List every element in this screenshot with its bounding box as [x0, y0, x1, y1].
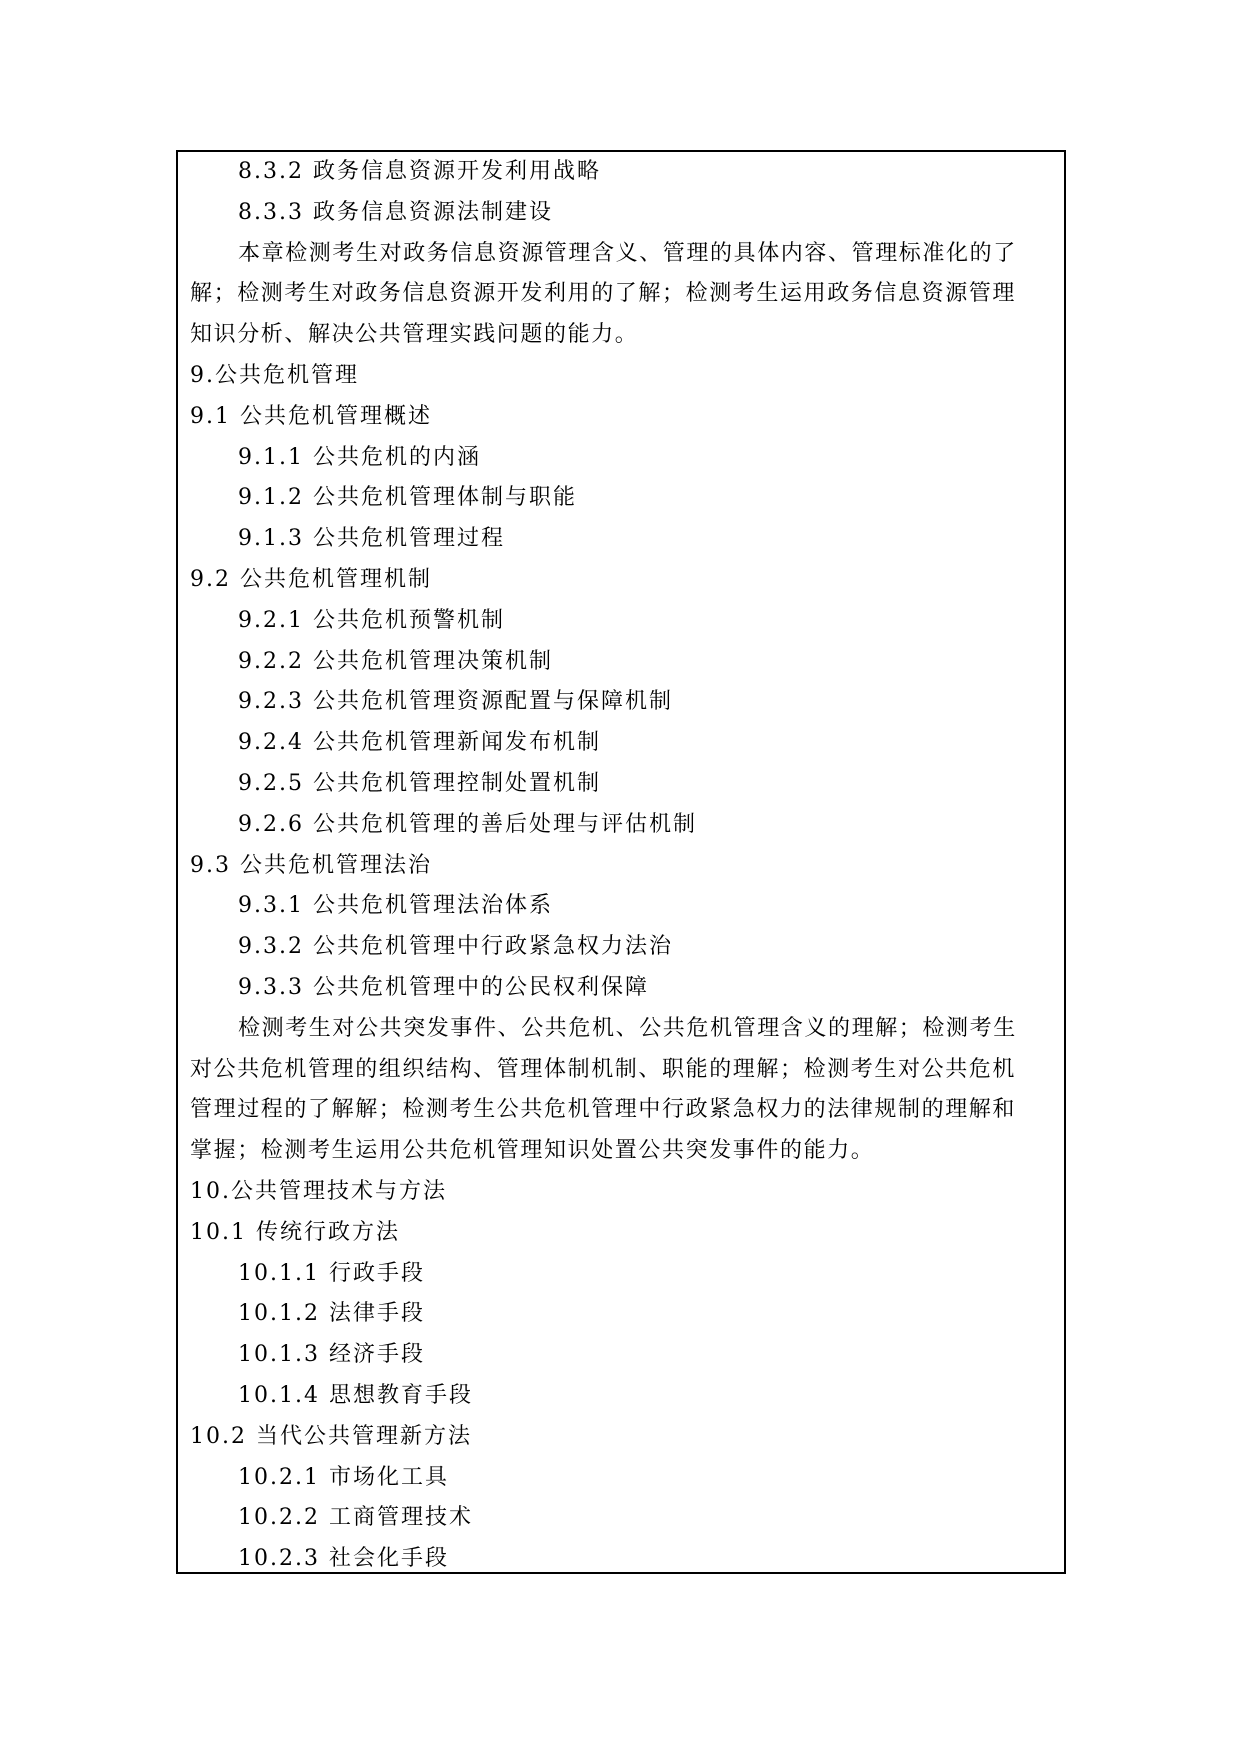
subsection-item: 10.1.4 思想教育手段 — [238, 1383, 473, 1408]
section-heading: 9.2 公共危机管理机制 — [190, 567, 432, 592]
subsection-item: 8.3.2 政务信息资源开发利用战略 — [238, 159, 601, 184]
subsection-item: 9.3.3 公共危机管理中的公民权利保障 — [238, 975, 649, 1000]
subsection-item: 9.3.2 公共危机管理中行政紧急权力法治 — [238, 934, 673, 960]
subsection-item: 9.3.1 公共危机管理法治体系 — [238, 893, 553, 919]
subsection-item: 9.2.3 公共危机管理资源配置与保障机制 — [238, 689, 673, 715]
section-heading: 10.1 传统行政方法 — [190, 1219, 400, 1245]
subsection-item: 10.1.3 经济手段 — [238, 1342, 425, 1368]
subsection-item: 10.2.1 市场化工具 — [238, 1464, 449, 1490]
section-heading: 10.公共管理技术与方法 — [190, 1179, 447, 1204]
subsection-item: 9.2.5 公共危机管理控制处置机制 — [238, 771, 601, 796]
subsection-item: 9.1.3 公共危机管理过程 — [238, 526, 505, 552]
section-heading: 9.公共危机管理 — [190, 363, 359, 388]
subsection-item: 10.2.3 社会化手段 — [238, 1546, 449, 1572]
subsection-item: 10.1.1 行政手段 — [238, 1260, 425, 1286]
section-heading: 10.2 当代公共管理新方法 — [190, 1423, 472, 1449]
subsection-item: 8.3.3 政务信息资源法制建设 — [238, 199, 553, 225]
paragraph-line: 对公共危机管理的组织结构、管理体制机制、职能的理解；检测考生对公共危机 — [190, 1056, 1017, 1082]
section-heading: 9.3 公共危机管理法治 — [190, 852, 432, 878]
subsection-item: 9.2.6 公共危机管理的善后处理与评估机制 — [238, 811, 697, 837]
paragraph-line: 本章检测考生对政务信息资源管理含义、管理的具体内容、管理标准化的了 — [238, 240, 1017, 266]
paragraph-line: 知识分析、解决公共管理实践问题的能力。 — [190, 322, 639, 348]
subsection-item: 9.2.4 公共危机管理新闻发布机制 — [238, 730, 601, 756]
subsection-item: 10.2.2 工商管理技术 — [238, 1505, 473, 1531]
subsection-item: 9.1.2 公共危机管理体制与职能 — [238, 485, 577, 511]
subsection-item: 9.2.1 公共危机预警机制 — [238, 607, 505, 633]
subsection-item: 9.2.2 公共危机管理决策机制 — [238, 648, 553, 674]
paragraph-line: 掌握；检测考生运用公共危机管理知识处置公共突发事件的能力。 — [190, 1138, 875, 1164]
subsection-item: 9.1.1 公共危机的内涵 — [238, 444, 481, 470]
paragraph-line: 解；检测考生对政务信息资源开发利用的了解；检测考生运用政务信息资源管理 — [190, 281, 1017, 307]
section-heading: 9.1 公共危机管理概述 — [190, 403, 432, 429]
paragraph-line: 检测考生对公共突发事件、公共危机、公共危机管理含义的理解；检测考生 — [238, 1015, 1017, 1041]
paragraph-line: 管理过程的了解解；检测考生公共危机管理中行政紧急权力的法律规制的理解和 — [190, 1097, 1017, 1123]
subsection-item: 10.1.2 法律手段 — [238, 1301, 425, 1327]
